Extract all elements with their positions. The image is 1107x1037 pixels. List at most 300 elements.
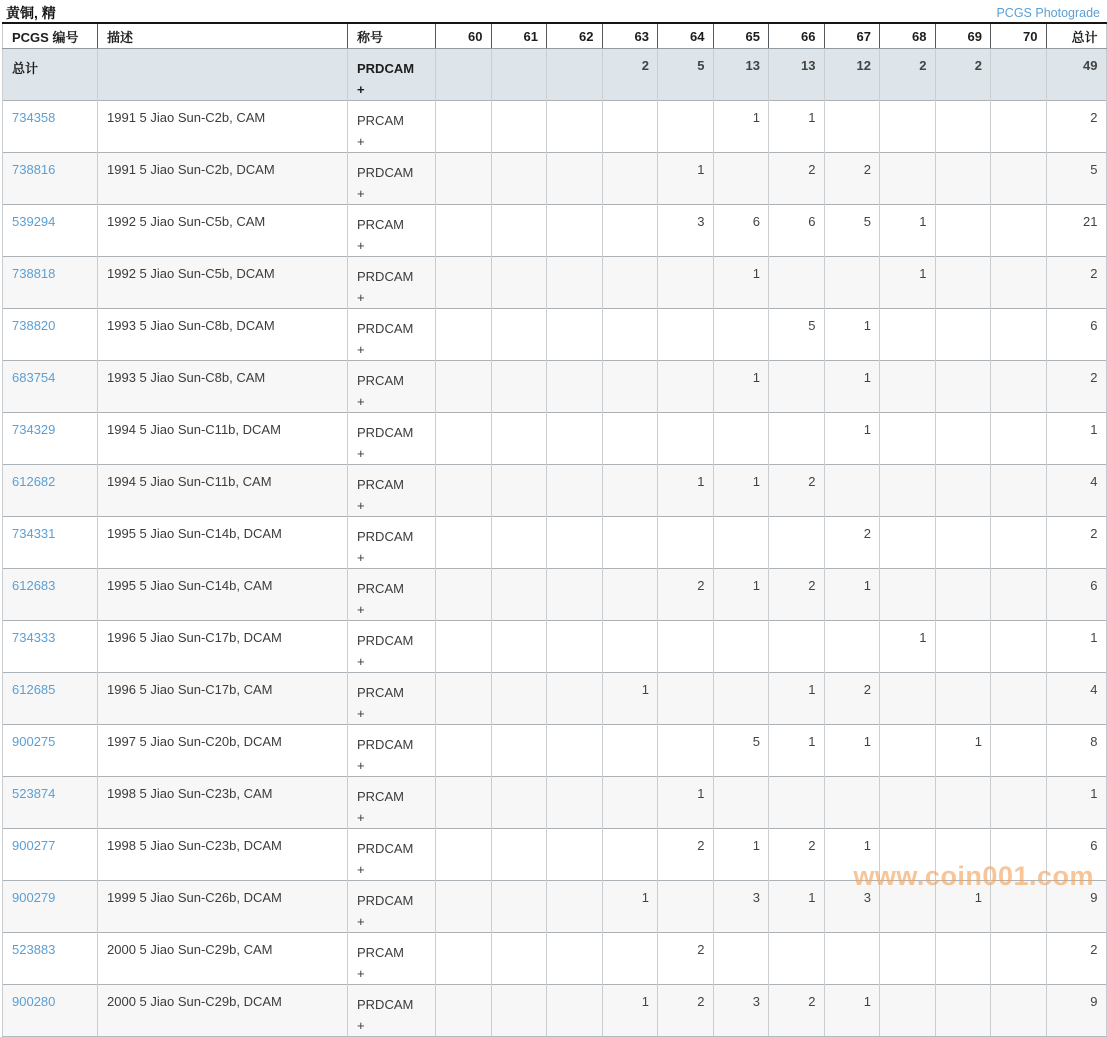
grade-69-cell <box>935 985 991 1037</box>
table-body <box>3 49 1107 1037</box>
grade-66-cell <box>769 413 825 465</box>
grade-64-cell <box>658 621 714 673</box>
grade-69-cell <box>935 517 991 569</box>
pcgs-number-cell <box>3 673 98 725</box>
table-header-row <box>3 23 1107 49</box>
grade-67-cell: 1 <box>824 361 880 413</box>
grade-64-cell: 5 <box>658 49 714 101</box>
designation-cell: PRDCAM + <box>348 153 436 205</box>
row-total-cell: 2 <box>1046 517 1106 569</box>
grade-64-cell <box>658 725 714 777</box>
pcgs-number-cell <box>3 881 98 933</box>
description-cell: 1995 5 Jiao Sun-C14b, DCAM <box>98 517 348 569</box>
grade-64-cell: 2 <box>658 569 714 621</box>
grade-61-cell <box>491 361 547 413</box>
row-total-cell: 21 <box>1046 205 1106 257</box>
table-row <box>3 569 1107 621</box>
grade-63-cell: 1 <box>602 985 658 1037</box>
grade-63-cell <box>602 309 658 361</box>
grade-65-cell <box>713 777 769 829</box>
column-header-64: 64 <box>658 23 714 49</box>
pcgs-number-link[interactable]: 523874 <box>12 786 56 801</box>
grade-68-cell <box>880 101 936 153</box>
grade-65-cell <box>713 933 769 985</box>
grade-60-cell <box>436 829 492 881</box>
grade-65-cell: 1 <box>713 101 769 153</box>
grade-66-cell: 2 <box>769 153 825 205</box>
grade-69-cell: 2 <box>935 49 991 101</box>
grade-70-cell <box>991 985 1047 1037</box>
grade-67-cell: 1 <box>824 829 880 881</box>
pcgs-photograde-link[interactable]: PCGS Photograde <box>996 5 1100 20</box>
table-row <box>3 153 1107 205</box>
pcgs-number-link[interactable]: 539294 <box>12 214 56 229</box>
grade-63-cell <box>602 101 658 153</box>
description-cell: 1993 5 Jiao Sun-C8b, DCAM <box>98 309 348 361</box>
grade-62-cell <box>547 205 603 257</box>
designation-cell: PRDCAM + <box>348 257 436 309</box>
column-header-62: 62 <box>547 23 603 49</box>
grade-61-cell <box>491 933 547 985</box>
grade-70-cell <box>991 673 1047 725</box>
grade-67-cell: 2 <box>824 517 880 569</box>
row-total-cell: 6 <box>1046 309 1106 361</box>
row-total-cell: 2 <box>1046 933 1106 985</box>
grade-60-cell <box>436 673 492 725</box>
grade-65-cell <box>713 673 769 725</box>
column-header-designation: 称号 <box>348 23 436 49</box>
pcgs-number-link[interactable]: 523883 <box>12 942 56 957</box>
grade-64-cell <box>658 413 714 465</box>
grade-64-cell: 2 <box>658 829 714 881</box>
grade-66-cell <box>769 621 825 673</box>
table-row <box>3 725 1107 777</box>
row-total-cell: 8 <box>1046 725 1106 777</box>
total-row-description-cell <box>98 49 348 101</box>
row-total-cell: 9 <box>1046 881 1106 933</box>
table-row <box>3 205 1107 257</box>
grade-62-cell <box>547 153 603 205</box>
description-cell: 1991 5 Jiao Sun-C2b, CAM <box>98 101 348 153</box>
table-row <box>3 465 1107 517</box>
grade-63-cell <box>602 569 658 621</box>
table-row <box>3 517 1107 569</box>
grade-62-cell <box>547 49 603 101</box>
pcgs-number-cell <box>3 777 98 829</box>
grade-63-cell <box>602 257 658 309</box>
grade-67-cell: 1 <box>824 725 880 777</box>
grade-65-cell <box>713 517 769 569</box>
grade-68-cell <box>880 413 936 465</box>
designation-cell: PRDCAM + <box>348 829 436 881</box>
grade-63-cell <box>602 361 658 413</box>
grade-65-cell: 1 <box>713 829 769 881</box>
grade-61-cell <box>491 153 547 205</box>
grade-68-cell: 2 <box>880 49 936 101</box>
pcgs-number-link[interactable]: 612683 <box>12 578 56 593</box>
grade-62-cell <box>547 101 603 153</box>
grade-69-cell <box>935 829 991 881</box>
grade-64-cell: 2 <box>658 985 714 1037</box>
grade-64-cell <box>658 881 714 933</box>
grade-63-cell <box>602 517 658 569</box>
row-total-cell: 2 <box>1046 257 1106 309</box>
grade-60-cell <box>436 49 492 101</box>
designation-cell: PRDCAM + <box>348 985 436 1037</box>
pcgs-number-link[interactable]: 738818 <box>12 266 56 281</box>
grade-68-cell <box>880 933 936 985</box>
grade-67-cell: 1 <box>824 309 880 361</box>
grade-69-cell: 1 <box>935 725 991 777</box>
row-total-cell: 6 <box>1046 569 1106 621</box>
designation-cell: PRCAM + <box>348 673 436 725</box>
row-total-cell: 9 <box>1046 985 1106 1037</box>
grade-67-cell: 2 <box>824 673 880 725</box>
grade-62-cell <box>547 569 603 621</box>
designation-cell: PRCAM + <box>348 465 436 517</box>
grade-68-cell <box>880 673 936 725</box>
grade-70-cell <box>991 101 1047 153</box>
pcgs-number-link[interactable]: 683754 <box>12 370 56 385</box>
column-header-pcgs-number: PCGS 编号 <box>3 23 98 49</box>
grade-62-cell <box>547 777 603 829</box>
watermark: www.coin001.com <box>853 861 1094 891</box>
grade-60-cell <box>436 881 492 933</box>
grade-70-cell <box>991 205 1047 257</box>
grade-70-cell <box>991 153 1047 205</box>
table-row <box>3 777 1107 829</box>
table-row <box>3 829 1107 881</box>
grade-61-cell <box>491 413 547 465</box>
grade-61-cell <box>491 725 547 777</box>
pcgs-number-link[interactable]: 738816 <box>12 162 56 177</box>
grade-69-cell <box>935 777 991 829</box>
pcgs-number-link[interactable]: 734331 <box>12 526 56 541</box>
grade-69-cell <box>935 309 991 361</box>
grade-70-cell <box>991 829 1047 881</box>
grade-66-cell <box>769 517 825 569</box>
column-header-63: 63 <box>602 23 658 49</box>
grade-66-cell: 1 <box>769 725 825 777</box>
grade-63-cell <box>602 829 658 881</box>
grade-69-cell <box>935 153 991 205</box>
pcgs-number-cell <box>3 309 98 361</box>
grade-70-cell <box>991 49 1047 101</box>
description-cell: 1996 5 Jiao Sun-C17b, CAM <box>98 673 348 725</box>
pcgs-number-link[interactable]: 612685 <box>12 682 56 697</box>
designation-cell: PRDCAM + <box>348 309 436 361</box>
column-header-69: 69 <box>935 23 991 49</box>
column-header-60: 60 <box>436 23 492 49</box>
pcgs-number-cell <box>3 205 98 257</box>
grade-61-cell <box>491 777 547 829</box>
grade-67-cell <box>824 257 880 309</box>
grade-60-cell <box>436 205 492 257</box>
grade-70-cell <box>991 257 1047 309</box>
grade-68-cell <box>880 361 936 413</box>
grade-69-cell <box>935 673 991 725</box>
description-cell: 2000 5 Jiao Sun-C29b, DCAM <box>98 985 348 1037</box>
grade-62-cell <box>547 829 603 881</box>
grade-67-cell <box>824 101 880 153</box>
description-cell: 1992 5 Jiao Sun-C5b, CAM <box>98 205 348 257</box>
grade-68-cell <box>880 153 936 205</box>
grade-60-cell <box>436 101 492 153</box>
designation-cell: PRCAM + <box>348 777 436 829</box>
grade-65-cell: 3 <box>713 881 769 933</box>
grade-69-cell <box>935 933 991 985</box>
grade-70-cell <box>991 309 1047 361</box>
column-header-65: 65 <box>713 23 769 49</box>
row-total-cell: 1 <box>1046 777 1106 829</box>
grade-70-cell <box>991 465 1047 517</box>
designation-cell: PRDCAM + <box>348 517 436 569</box>
grade-60-cell <box>436 985 492 1037</box>
table-row <box>3 101 1107 153</box>
designation-cell: PRCAM + <box>348 361 436 413</box>
designation-cell: PRCAM + <box>348 205 436 257</box>
table-row <box>3 309 1107 361</box>
grade-66-cell <box>769 933 825 985</box>
row-total-cell: 6 <box>1046 829 1106 881</box>
pcgs-number-cell <box>3 569 98 621</box>
designation-cell: PRDCAM + <box>348 413 436 465</box>
grade-67-cell <box>824 621 880 673</box>
grade-63-cell: 2 <box>602 49 658 101</box>
grade-61-cell <box>491 101 547 153</box>
grade-65-cell: 1 <box>713 257 769 309</box>
grade-69-cell <box>935 257 991 309</box>
total-row-label: 总计 <box>3 49 98 101</box>
grade-60-cell <box>436 621 492 673</box>
pcgs-number-link[interactable]: 734333 <box>12 630 56 645</box>
pcgs-number-link[interactable]: 900277 <box>12 838 56 853</box>
grade-66-cell: 6 <box>769 205 825 257</box>
table-row <box>3 621 1107 673</box>
grade-68-cell <box>880 985 936 1037</box>
pcgs-number-link[interactable]: 734329 <box>12 422 56 437</box>
grade-68-cell <box>880 777 936 829</box>
grade-64-cell <box>658 257 714 309</box>
grade-61-cell <box>491 985 547 1037</box>
grade-63-cell <box>602 153 658 205</box>
topbar <box>0 0 1107 22</box>
grade-70-cell <box>991 517 1047 569</box>
grade-70-cell <box>991 933 1047 985</box>
grade-60-cell <box>436 257 492 309</box>
grade-64-cell: 2 <box>658 933 714 985</box>
description-cell: 1998 5 Jiao Sun-C23b, DCAM <box>98 829 348 881</box>
pcgs-number-cell <box>3 361 98 413</box>
column-header-68: 68 <box>880 23 936 49</box>
grade-67-cell <box>824 933 880 985</box>
pcgs-number-link[interactable]: 734358 <box>12 110 56 125</box>
description-cell: 1994 5 Jiao Sun-C11b, CAM <box>98 465 348 517</box>
grade-68-cell: 1 <box>880 205 936 257</box>
grade-66-cell: 2 <box>769 465 825 517</box>
grade-63-cell: 1 <box>602 673 658 725</box>
grade-70-cell <box>991 621 1047 673</box>
row-total-cell: 5 <box>1046 153 1106 205</box>
grade-60-cell <box>436 777 492 829</box>
page-title: 黄铜, 精 <box>6 4 56 21</box>
row-total-cell: 2 <box>1046 101 1106 153</box>
grade-60-cell <box>436 465 492 517</box>
grade-68-cell <box>880 569 936 621</box>
grade-67-cell: 1 <box>824 569 880 621</box>
row-total-cell: 4 <box>1046 465 1106 517</box>
total-row <box>3 49 1107 101</box>
grade-66-cell: 2 <box>769 985 825 1037</box>
grade-61-cell <box>491 673 547 725</box>
grade-63-cell <box>602 465 658 517</box>
grade-60-cell <box>436 413 492 465</box>
grade-65-cell: 1 <box>713 569 769 621</box>
grade-62-cell <box>547 881 603 933</box>
grade-65-cell: 3 <box>713 985 769 1037</box>
description-cell: 1995 5 Jiao Sun-C14b, CAM <box>98 569 348 621</box>
grade-62-cell <box>547 621 603 673</box>
pcgs-number-cell <box>3 517 98 569</box>
grade-67-cell: 3 <box>824 881 880 933</box>
grade-65-cell <box>713 309 769 361</box>
grade-66-cell <box>769 361 825 413</box>
designation-cell: PRDCAM + <box>348 881 436 933</box>
grade-62-cell <box>547 309 603 361</box>
population-table <box>2 22 1107 1037</box>
grade-69-cell: 1 <box>935 881 991 933</box>
grade-65-cell: 5 <box>713 725 769 777</box>
grade-69-cell <box>935 621 991 673</box>
grade-68-cell <box>880 881 936 933</box>
grade-63-cell: 1 <box>602 881 658 933</box>
grade-66-cell: 2 <box>769 569 825 621</box>
table-row <box>3 673 1107 725</box>
description-cell: 1996 5 Jiao Sun-C17b, DCAM <box>98 621 348 673</box>
designation-cell: PRDCAM + <box>348 725 436 777</box>
grade-67-cell: 2 <box>824 153 880 205</box>
grade-69-cell <box>935 205 991 257</box>
designation-cell: PRCAM + <box>348 101 436 153</box>
column-header-description: 描述 <box>98 23 348 49</box>
grade-66-cell: 2 <box>769 829 825 881</box>
grade-64-cell <box>658 517 714 569</box>
grade-66-cell: 1 <box>769 881 825 933</box>
column-header-67: 67 <box>824 23 880 49</box>
grade-62-cell <box>547 361 603 413</box>
grade-62-cell <box>547 673 603 725</box>
grade-64-cell: 1 <box>658 465 714 517</box>
table-row <box>3 257 1107 309</box>
grade-65-cell <box>713 153 769 205</box>
grade-65-cell <box>713 621 769 673</box>
table-row <box>3 933 1107 985</box>
grade-67-cell <box>824 777 880 829</box>
grade-67-cell: 5 <box>824 205 880 257</box>
pcgs-number-cell <box>3 985 98 1037</box>
column-header-66: 66 <box>769 23 825 49</box>
grade-61-cell <box>491 621 547 673</box>
grade-64-cell: 1 <box>658 777 714 829</box>
grade-64-cell: 3 <box>658 205 714 257</box>
grade-65-cell: 6 <box>713 205 769 257</box>
description-cell: 2000 5 Jiao Sun-C29b, CAM <box>98 933 348 985</box>
grade-70-cell <box>991 777 1047 829</box>
grade-61-cell <box>491 881 547 933</box>
grade-70-cell <box>991 569 1047 621</box>
pcgs-number-link[interactable]: 900279 <box>12 890 56 905</box>
grade-61-cell <box>491 49 547 101</box>
pcgs-number-link[interactable]: 900280 <box>12 994 56 1009</box>
grade-60-cell <box>436 153 492 205</box>
description-cell: 1992 5 Jiao Sun-C5b, DCAM <box>98 257 348 309</box>
column-header-70: 70 <box>991 23 1047 49</box>
pcgs-number-link[interactable]: 738820 <box>12 318 56 333</box>
designation-cell: PRDCAM + <box>348 621 436 673</box>
description-cell: 1997 5 Jiao Sun-C20b, DCAM <box>98 725 348 777</box>
pcgs-number-cell <box>3 153 98 205</box>
description-cell: 1993 5 Jiao Sun-C8b, CAM <box>98 361 348 413</box>
grade-65-cell <box>713 413 769 465</box>
grade-61-cell <box>491 465 547 517</box>
grade-62-cell <box>547 933 603 985</box>
grade-69-cell <box>935 569 991 621</box>
grade-61-cell <box>491 569 547 621</box>
grade-62-cell <box>547 985 603 1037</box>
grade-61-cell <box>491 309 547 361</box>
grade-68-cell <box>880 465 936 517</box>
pcgs-number-cell <box>3 257 98 309</box>
grade-62-cell <box>547 725 603 777</box>
grade-70-cell <box>991 413 1047 465</box>
grade-68-cell <box>880 309 936 361</box>
grade-61-cell <box>491 257 547 309</box>
grade-61-cell <box>491 517 547 569</box>
grade-68-cell <box>880 725 936 777</box>
designation-cell: PRCAM + <box>348 933 436 985</box>
grade-69-cell <box>935 361 991 413</box>
grade-60-cell <box>436 517 492 569</box>
grade-70-cell <box>991 725 1047 777</box>
grade-64-cell <box>658 673 714 725</box>
grade-61-cell <box>491 205 547 257</box>
row-total-cell: 1 <box>1046 413 1106 465</box>
designation-cell: PRCAM + <box>348 569 436 621</box>
grade-67-cell: 1 <box>824 413 880 465</box>
description-cell: 1999 5 Jiao Sun-C26b, DCAM <box>98 881 348 933</box>
grade-65-cell: 13 <box>713 49 769 101</box>
grade-60-cell <box>436 361 492 413</box>
pcgs-number-cell <box>3 413 98 465</box>
grade-61-cell <box>491 829 547 881</box>
grade-65-cell: 1 <box>713 465 769 517</box>
pcgs-number-cell <box>3 101 98 153</box>
grade-63-cell <box>602 933 658 985</box>
pcgs-number-cell <box>3 933 98 985</box>
grade-63-cell <box>602 621 658 673</box>
pcgs-number-link[interactable]: 612682 <box>12 474 56 489</box>
grade-66-cell: 1 <box>769 101 825 153</box>
grade-70-cell <box>991 881 1047 933</box>
row-total-cell: 2 <box>1046 361 1106 413</box>
grade-62-cell <box>547 257 603 309</box>
column-header-61: 61 <box>491 23 547 49</box>
grade-68-cell <box>880 517 936 569</box>
description-cell: 1991 5 Jiao Sun-C2b, DCAM <box>98 153 348 205</box>
description-cell: 1994 5 Jiao Sun-C11b, DCAM <box>98 413 348 465</box>
pcgs-number-link[interactable]: 900275 <box>12 734 56 749</box>
grade-60-cell <box>436 933 492 985</box>
